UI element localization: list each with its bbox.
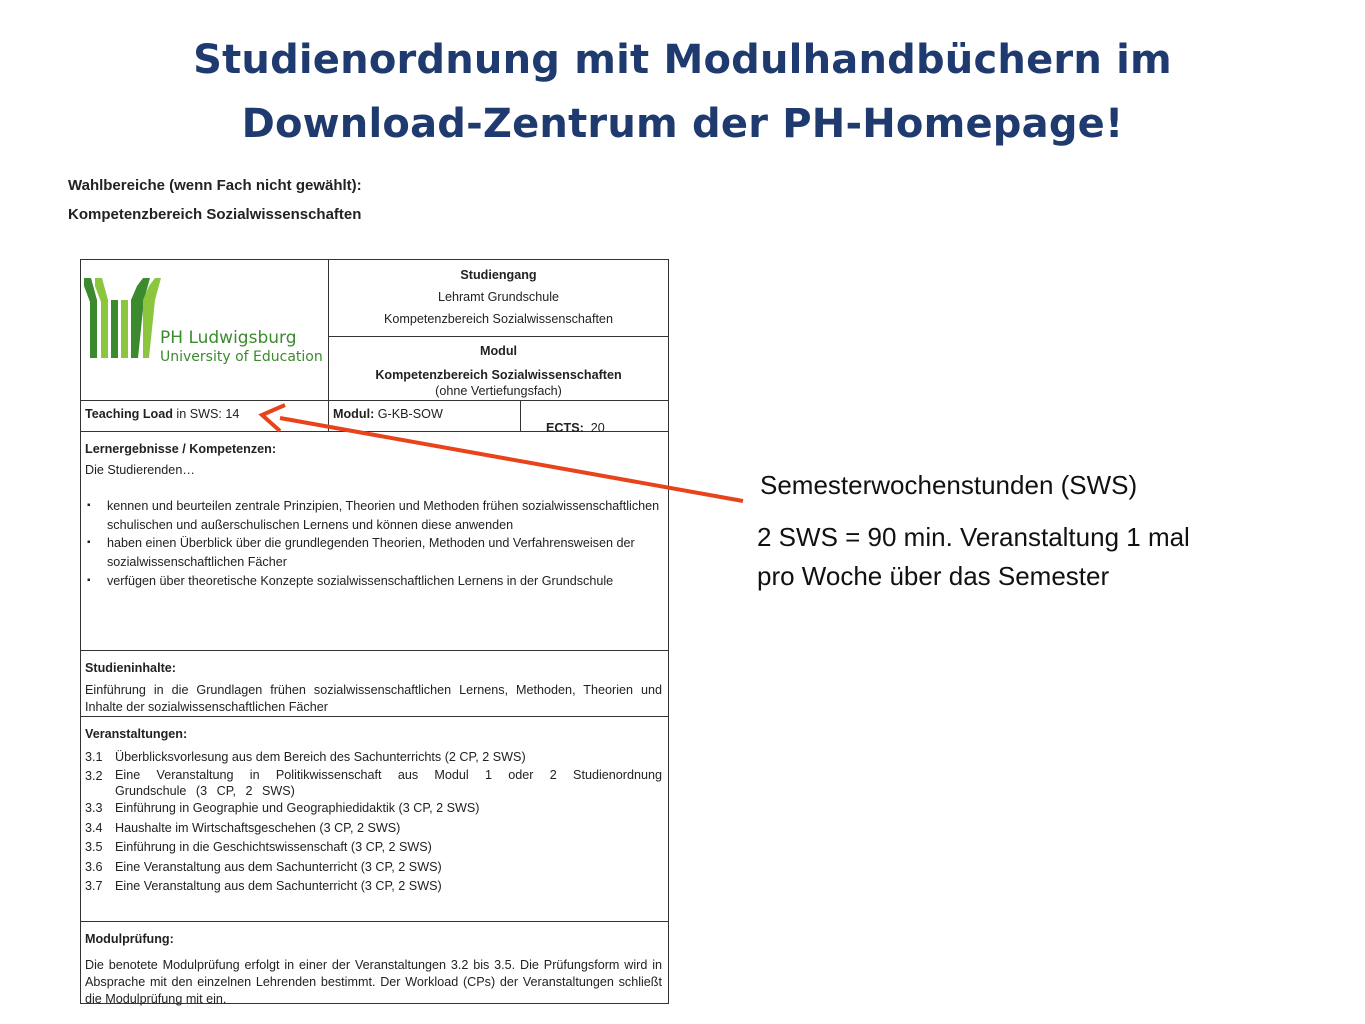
annotation-body <box>757 518 1190 596</box>
ects-value: 20 <box>583 421 605 435</box>
annotation-line-1: 2 SWS = 90 min. Veranstaltung 1 mal <box>757 522 1190 552</box>
ects-label: ECTS: <box>546 421 584 435</box>
item-number: 3.4 <box>85 820 103 835</box>
annotation-line-2: pro Woche über das Semester <box>757 561 1110 591</box>
studiengang-line-2: Kompetenzbereich Sozialwissenschaften <box>384 312 613 326</box>
modulpruefung-title: Modulprüfung: <box>85 932 174 946</box>
modul-line-1: Kompetenzbereich Sozialwissenschaften <box>375 368 622 382</box>
item-text: Einführung in die Geschichtswissenschaft (3 CP, 2 SWS) <box>115 840 432 855</box>
modul-line-2: (ohne Vertiefungsfach) <box>435 384 562 398</box>
list-item: ▪ haben einen Überblick über die grundlegenden Theorien, Methoden und Verfahrensweisen der sozialwissenschaftlichen Fächer <box>85 534 662 571</box>
item-number: 3.2 <box>85 769 103 784</box>
veranstaltungen-title: Veranstaltungen: <box>85 727 188 741</box>
list-item: ▪ kennen und beurteilen zentrale Prinzipien, Theorien und Methoden frühen sozialwissenschaftlichen schulischen und außerschulischen Lernens und können diese anwenden <box>85 497 662 534</box>
teaching-load-label: Teaching Load <box>85 407 173 421</box>
studieninhalte-text: Einführung in die Grundlagen frühen sozialwissenschaftlichen Lernens, Methoden, Theorien und Inhalte der sozialwissenschaftlichen Fächer <box>85 682 662 714</box>
doc-heading-wahlbereiche: Wahlbereiche (wenn Fach nicht gewählt): <box>68 177 362 194</box>
item-text: Eine Veranstaltung aus dem Sachunterricht (3 CP, 2 SWS) <box>115 879 442 894</box>
modulpruefung-text: Die benotete Modulprüfung erfolgt in einer der Veranstaltungen 3.2 bis 3.5. Die Prüfungsform wird in Absprache mit den einzelnen Lehrenden bestimmt. Der Workload (CPs) der Veranstaltungen schließt die Modulprüfung mit ein. <box>85 957 662 1006</box>
item-text: Überblicksvorlesung aus dem Bereich des Sachunterrichts (2 CP, 2 SWS) <box>115 749 526 764</box>
doc-heading-kompetenzbereich: Kompetenzbereich Sozialwissenschaften <box>68 206 362 223</box>
logo-text-line-2: University of Education <box>160 349 323 365</box>
studieninhalte-title: Studieninhalte: <box>85 661 176 675</box>
item-text: Haushalte im Wirtschaftsgeschehen (3 CP, 2 SWS) <box>115 820 401 835</box>
lernergebnisse-title: Lernergebnisse / Kompetenzen: <box>85 442 277 456</box>
arrow-line <box>280 418 743 501</box>
item-number: 3.7 <box>85 879 103 894</box>
modul-code-label: Modul: <box>333 407 375 421</box>
slide-title-line-1: Studienordnung mit Modulhandbüchern im <box>193 37 1172 83</box>
teaching-load-value: in SWS: 14 <box>172 407 240 421</box>
item-number: 3.5 <box>85 840 103 855</box>
item-number: 3.1 <box>85 749 103 764</box>
modul-code-value: G-KB-SOW <box>374 407 443 421</box>
item-text: Einführung in Geographie und Geographiedidaktik (3 CP, 2 SWS) <box>115 801 480 816</box>
annotation-title: Semesterwochenstunden (SWS) <box>760 470 1138 500</box>
studiengang-line-1: Lehramt Grundschule <box>437 290 560 304</box>
item-number: 3.3 <box>85 801 103 816</box>
item-text: Eine Veranstaltung aus dem Sachunterricht (3 CP, 2 SWS) <box>115 859 442 874</box>
list-item: ▪ verfügen über theoretische Konzepte sozialwissenschaftlichen Lernens in der Grundschule <box>85 572 662 591</box>
logo-text-line-1: PH Ludwigsburg <box>160 328 297 348</box>
slide-title-line-2: Download-Zentrum der PH-Homepage! <box>241 101 1124 147</box>
item-number: 3.6 <box>85 859 103 874</box>
studiengang-label: Studiengang <box>460 268 537 282</box>
item-text: Eine Veranstaltung in Politikwissenschaft aus Modul 1 oder 2 Studienordnung Grundschule (3 CP, 2 SWS) <box>115 768 662 799</box>
modul-label: Modul <box>479 344 518 358</box>
lernergebnisse-intro: Die Studierenden… <box>85 462 195 477</box>
